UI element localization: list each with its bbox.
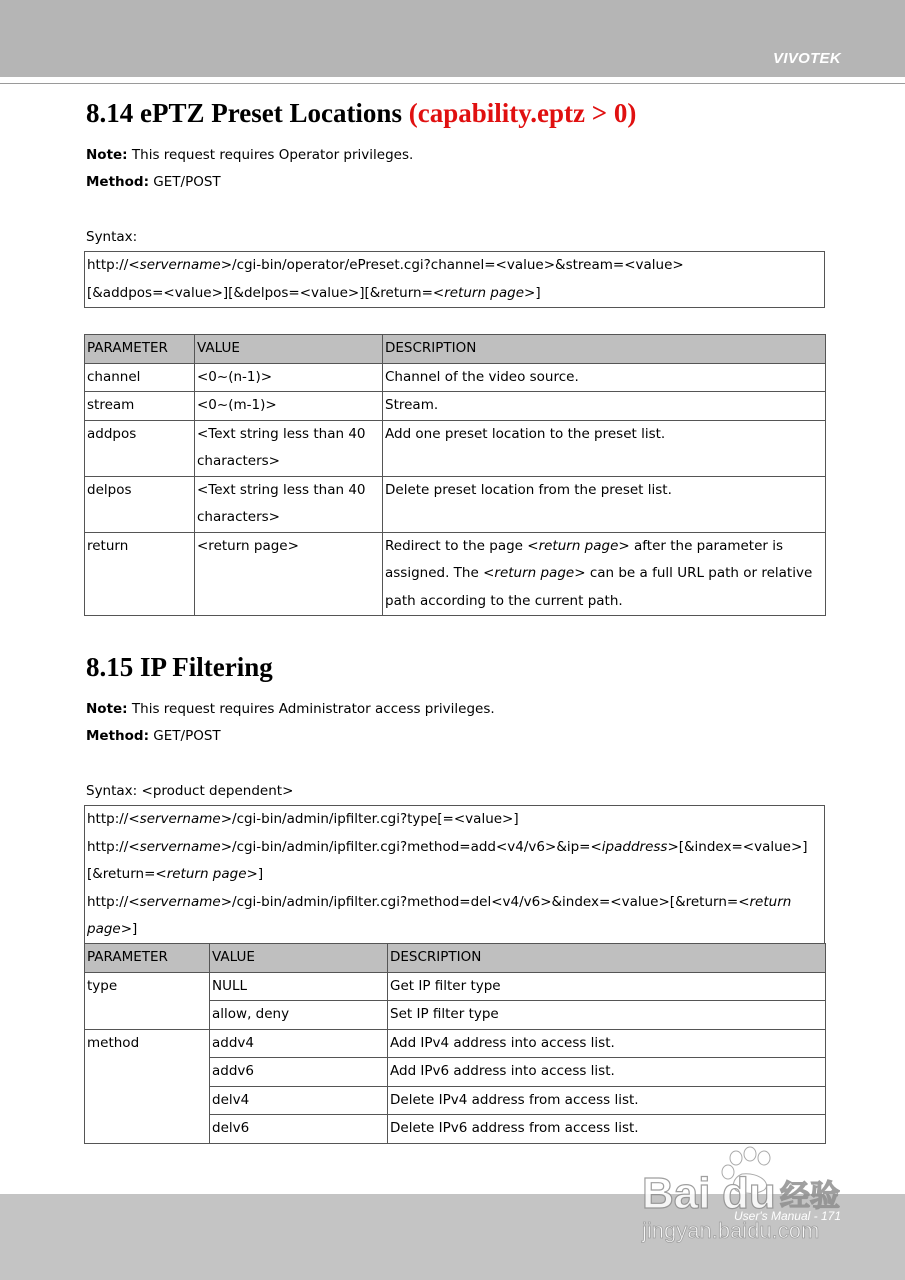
param-cell: type [85, 972, 210, 1029]
description-cell: Stream. [383, 392, 826, 421]
description-cell: Delete IPv4 address from access list. [388, 1086, 826, 1115]
header-band [0, 0, 905, 77]
description-cell: Add one preset location to the preset list. [383, 420, 826, 476]
table-row [85, 392, 826, 421]
syntax-line: http://<servername>/cgi-bin/operator/ePreset.cgi?channel=<value>&stream=<value> [87, 257, 684, 273]
param-cell: channel [85, 363, 195, 392]
value-cell: addv6 [210, 1058, 388, 1087]
value-cell: <0~(m-1)> [195, 392, 383, 421]
table-header-row [85, 944, 826, 973]
section-title: 8.15 IP Filtering [86, 652, 273, 682]
syntax-line: http://<servername>/cgi-bin/admin/ipfilter.cgi?method=del<v4/v6>&index=<value>[&return=<return [87, 893, 792, 910]
value-cell: <Text string less than 40 characters> [195, 476, 383, 532]
method-value: GET/POST [153, 174, 221, 190]
note-line [86, 701, 495, 717]
table-row [85, 532, 826, 616]
column-header: DESCRIPTION [383, 335, 826, 364]
column-header: PARAMETER [85, 335, 195, 364]
capability-tag: (capability.eptz > 0) [408, 98, 637, 128]
table-row [85, 1029, 826, 1058]
param-cell: stream [85, 392, 195, 421]
method-label: Method: [86, 728, 149, 744]
svg-text:经验: 经验 [780, 1179, 840, 1214]
syntax-line: page>] [87, 921, 138, 937]
column-header: VALUE [210, 944, 388, 973]
note-text: This request requires Operator privileges. [131, 147, 414, 163]
svg-text:jingyan.baidu.com: jingyan.baidu.com [642, 1218, 820, 1243]
syntax-box [84, 805, 825, 944]
svg-text:Bai: Bai [642, 1169, 711, 1218]
param-cell: delpos [85, 476, 195, 532]
column-header: VALUE [195, 335, 383, 364]
description-cell: Add IPv6 address into access list. [388, 1058, 826, 1087]
param-cell: return [85, 532, 195, 616]
table-row [85, 420, 826, 476]
syntax-line: [&return=<return page>] [87, 866, 264, 882]
baidu-watermark-icon [640, 1146, 855, 1246]
value-cell: NULL [210, 972, 388, 1001]
header-divider [0, 83, 905, 84]
description-cell: Set IP filter type [388, 1001, 826, 1030]
method-value: GET/POST [153, 728, 221, 744]
syntax-line: http://<servername>/cgi-bin/admin/ipfilter.cgi?method=add<v4/v6>&ip=<ipaddress>[&index=<value>] [87, 838, 808, 855]
description-cell: Redirect to the page <return page> after the parameter is assigned. The <return page> can be a full URL path or relative path according to the current path. [383, 532, 826, 616]
section-title-text: 8.14 ePTZ Preset Locations [86, 98, 402, 128]
column-header: DESCRIPTION [388, 944, 826, 973]
note-line [86, 147, 413, 163]
description-cell: Delete preset location from the preset list. [383, 476, 826, 532]
svg-text:du: du [722, 1169, 776, 1218]
description-cell: Channel of the video source. [383, 363, 826, 392]
table-row [85, 972, 826, 1001]
description-cell: Get IP filter type [388, 972, 826, 1001]
syntax-line: [&addpos=<value>][&delpos=<value>][&return=<return page>] [87, 284, 541, 301]
column-header: PARAMETER [85, 944, 210, 973]
table-row [85, 476, 826, 532]
method-line [86, 728, 221, 744]
value-cell: <return page> [195, 532, 383, 616]
value-cell: allow, deny [210, 1001, 388, 1030]
value-cell: <0~(n-1)> [195, 363, 383, 392]
brand-logo: VIVOTEK [773, 50, 841, 67]
syntax-line: http://<servername>/cgi-bin/admin/ipfilter.cgi?type[=<value>] [87, 811, 519, 827]
description-cell: Add IPv4 address into access list. [388, 1029, 826, 1058]
parameter-table [84, 943, 826, 1144]
page-number: User's Manual - 171 [733, 1209, 841, 1223]
value-cell: <Text string less than 40 characters> [195, 420, 383, 476]
syntax-label: Syntax: <product dependent> [86, 783, 294, 799]
note-label: Note: [86, 147, 128, 163]
method-label: Method: [86, 174, 149, 190]
value-cell: delv4 [210, 1086, 388, 1115]
method-line [86, 174, 221, 190]
parameter-table [84, 334, 826, 616]
section-title [86, 98, 636, 129]
note-label: Note: [86, 701, 128, 717]
param-cell: method [85, 1029, 210, 1143]
value-cell: addv4 [210, 1029, 388, 1058]
note-text: This request requires Administrator access privileges. [131, 701, 495, 717]
syntax-label: Syntax: [86, 229, 138, 245]
param-cell: addpos [85, 420, 195, 476]
table-row [85, 363, 826, 392]
description-cell: Delete IPv6 address from access list. [388, 1115, 826, 1144]
table-header-row [85, 335, 826, 364]
syntax-box [84, 251, 825, 308]
value-cell: delv6 [210, 1115, 388, 1144]
